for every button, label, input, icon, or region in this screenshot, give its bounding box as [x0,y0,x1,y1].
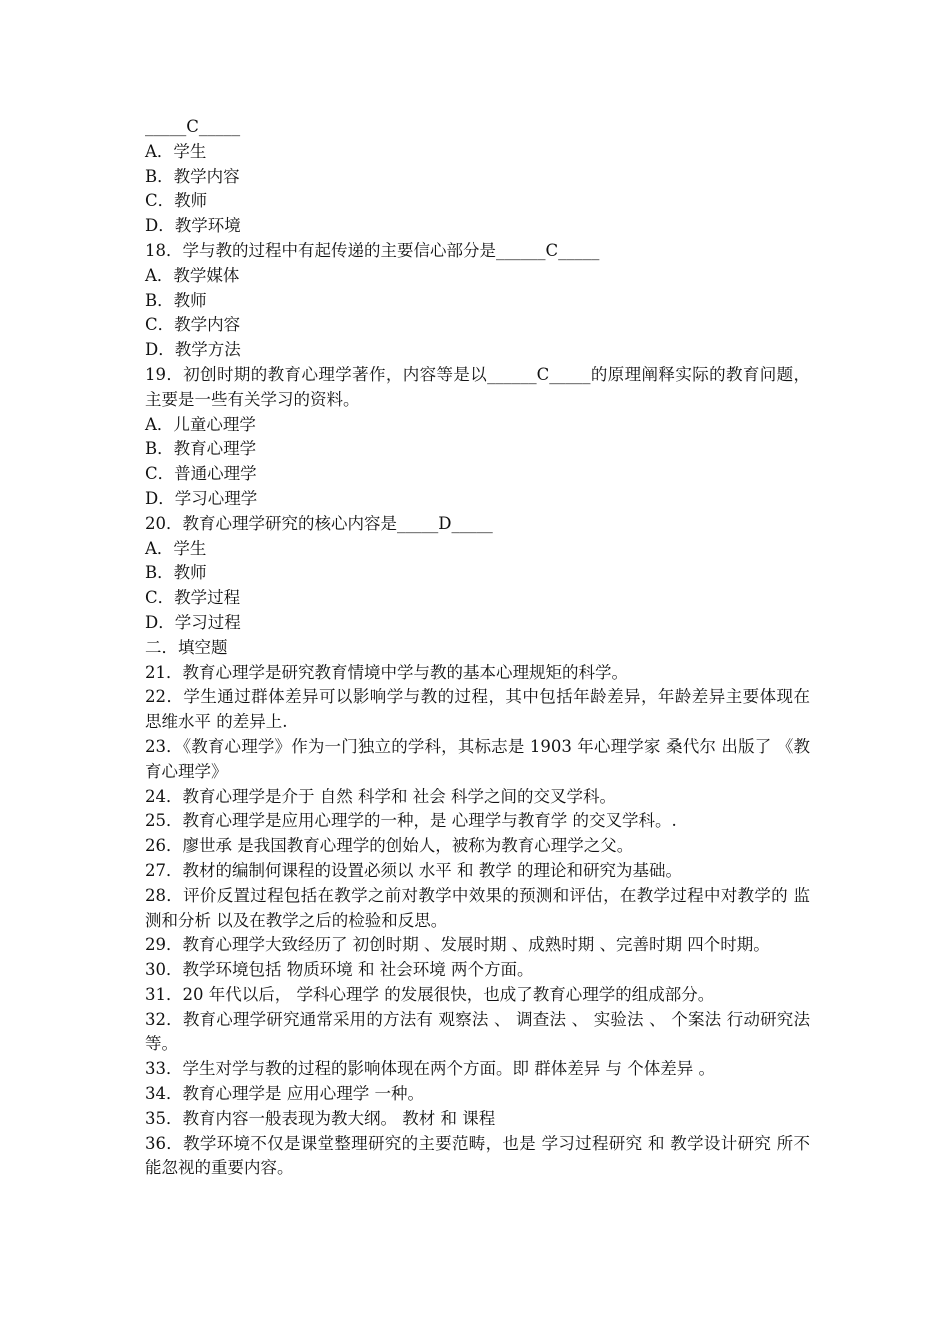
question-19: 19．初创时期的教育心理学著作，内容等是以______C_____的原理阐释实际的教育问题，主要是一些有关学习的资料。 [145,364,810,409]
option-line: C．教师 [145,191,208,211]
option-line: B．教学内容 [145,166,240,186]
question-21: 21．教育心理学是研究教育情境中学与教的基本心理规矩的科学。 [145,662,628,682]
option-line: A．教学媒体 [145,265,240,285]
question-26: 26．廖世承 是我国教育心理学的创始人，被称为教育心理学之父。 [145,836,634,856]
option-line: C．教学内容 [145,315,241,335]
question-30: 30．教学环境包括 物质环境 和 社会环境 两个方面。 [145,960,534,980]
question-20: 20．教育心理学研究的核心内容是_____D_____ [145,513,493,533]
question-27: 27．教材的编制何课程的设置必须以 水平 和 教学 的理论和研究为基础。 [145,860,682,880]
question-35: 35．教育内容一般表现为教大纲。 教材 和 课程 [145,1108,496,1128]
question-31: 31．20 年代以后， 学科心理学 的发展很快，也成了教育心理学的组成部分。 [145,984,715,1004]
question-29: 29．教育心理学大致经历了 初创时期 、发展时期 、成熟时期 、完善时期 四个时期。 [145,935,770,955]
answer-blank-line: _____C_____ [145,117,241,136]
question-32: 32．教育心理学研究通常采用的方法有 观察法 、 调查法 、 实验法 、 个案法 行动研究法等。 [145,1009,810,1054]
question-36: 36．教学环境不仅是课堂整理研究的主要范畴，也是 学习过程研究 和 教学设计研究 所不能忽视的重要内容。 [145,1133,810,1178]
question-25: 25．教育心理学是应用心理学的一种，是 心理学与教育学 的交叉学科。. [145,811,677,831]
option-line: D．学习过程 [145,612,241,632]
section-heading: 二．填空题 [145,637,228,657]
question-22: 22．学生通过群体差异可以影响学与教的过程，其中包括年龄差异，年龄差异主要体现在 思维水平 的差异上. [145,687,810,732]
question-34: 34．教育心理学是 应用心理学 一种。 [145,1084,424,1104]
option-line: A．学生 [145,141,207,161]
option-line: D．学习心理学 [145,488,258,508]
question-18: 18．学与教的过程中有起传递的主要信心部分是______C_____ [145,240,600,260]
option-line: B．教师 [145,563,207,583]
option-line: B．教师 [145,290,207,310]
option-line: A．学生 [145,538,207,558]
question-28: 28．评价反置过程包括在教学之前对教学中效果的预测和评估，在教学过程中对教学的 监测和分析 以及在教学之后的检验和反思。 [145,885,810,930]
question-24: 24．教育心理学是介于 自然 科学和 社会 科学之间的交叉学科。 [145,786,616,806]
option-line: B．教育心理学 [145,439,257,459]
document-body [145,115,810,1181]
question-33: 33．学生对学与教的过程的影响体现在两个方面。即 群体差异 与 个体差异 。 [145,1059,715,1079]
option-line: C．教学过程 [145,588,241,608]
option-line: C．普通心理学 [145,464,257,484]
option-line: D．教学方法 [145,340,241,360]
option-line: D．教学环境 [145,216,241,236]
option-line: A．儿童心理学 [145,414,256,434]
question-23: 23．《教育心理学》作为一门独立的学科，其标志是 1903 年心理学家 桑代尔 出版了 《教育心理学》 [145,736,810,781]
